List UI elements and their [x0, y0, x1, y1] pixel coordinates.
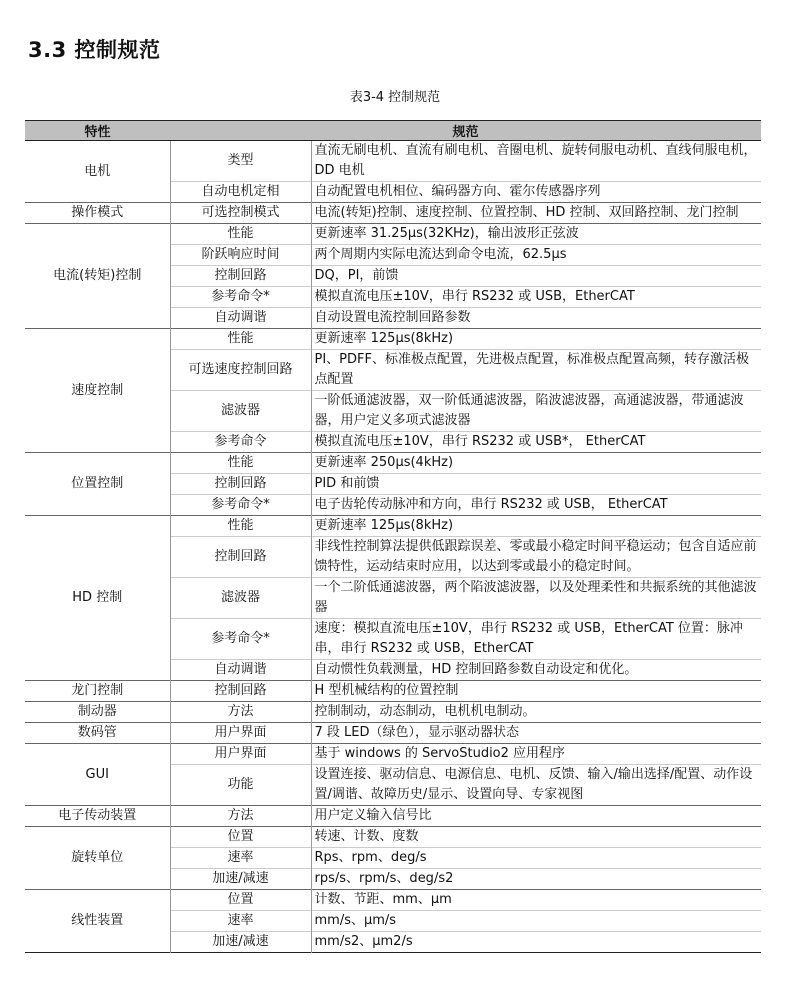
spec-cell: PI、PDFF、标准极点配置，先进极点配置，标准极点配置高频，转存激活极点配置 [311, 350, 761, 391]
feature-cell: 线性装置 [25, 890, 170, 953]
item-cell: 位置 [170, 827, 311, 848]
item-cell: 用户界面 [170, 723, 311, 744]
table-row [25, 681, 761, 702]
table-row [25, 141, 761, 182]
item-cell: 性能 [170, 329, 311, 350]
spec-cell: 更新速率 125μs(8kHz) [311, 329, 761, 350]
item-cell: 阶跃响应时间 [170, 245, 311, 266]
item-cell: 参考命令* [170, 495, 311, 516]
item-cell: 用户界面 [170, 744, 311, 765]
spec-cell: 一阶低通滤波器，双一阶低通滤波器，陷波滤波器，高通滤波器，带通滤波器，用户定义多项式滤波器 [311, 391, 761, 432]
spec-cell: 更新速率 250μs(4kHz) [311, 453, 761, 474]
spec-cell: 转速、计数、度数 [311, 827, 761, 848]
item-cell: 功能 [170, 765, 311, 806]
spec-cell: mm/s2、μm2/s [311, 932, 761, 953]
spec-cell: 非线性控制算法提供低跟踪误差、零或最小稳定时间平稳运动；包含自适应前馈特性，运动结束时应用，以达到零或最小的稳定时间。 [311, 537, 761, 578]
spec-cell: 两个周期内实际电流达到命令电流，62.5μs [311, 245, 761, 266]
spec-cell: 控制制动，动态制动，电机机电制动。 [311, 702, 761, 723]
item-cell: 性能 [170, 453, 311, 474]
table-header-row [25, 121, 761, 141]
table-row [25, 203, 761, 224]
spec-cell: 计数、节距、mm、μm [311, 890, 761, 911]
item-cell: 可选速度控制回路 [170, 350, 311, 391]
item-cell: 方法 [170, 806, 311, 827]
table-row [25, 806, 761, 827]
header-spec: 规范 [170, 121, 761, 141]
spec-cell: 7 段 LED（绿色），显示驱动器状态 [311, 723, 761, 744]
item-cell: 控制回路 [170, 474, 311, 495]
table-row [25, 329, 761, 350]
spec-cell: DQ，PI，前馈 [311, 266, 761, 287]
table-row [25, 890, 761, 911]
feature-cell: 电机 [25, 141, 170, 203]
feature-cell: 操作模式 [25, 203, 170, 224]
item-cell: 控制回路 [170, 537, 311, 578]
spec-cell: 更新速率 125μs(8kHz) [311, 516, 761, 537]
item-cell: 滤波器 [170, 391, 311, 432]
spec-cell: 设置连接、驱动信息、电源信息、电机、反馈、输入/输出选择/配置、动作设置/调谐、故障历史/显示、设置向导、专家视图 [311, 765, 761, 806]
feature-cell: 龙门控制 [25, 681, 170, 702]
spec-cell: Rps、rpm、deg/s [311, 848, 761, 869]
spec-cell: 自动配置电机相位、编码器方向、霍尔传感器序列 [311, 182, 761, 203]
table-row [25, 453, 761, 474]
feature-cell: 电子传动装置 [25, 806, 170, 827]
table-row [25, 702, 761, 723]
item-cell: 参考命令 [170, 432, 311, 453]
spec-cell: 电流(转矩)控制、速度控制、位置控制、HD 控制、双回路控制、龙门控制 [311, 203, 761, 224]
spec-cell: 速度：模拟直流电压±10V，串行 RS232 或 USB，EtherCAT 位置：脉冲串，串行 RS232 或 USB，EtherCAT [311, 619, 761, 660]
section-heading: 3.3 控制规范 [28, 38, 161, 62]
item-cell: 速率 [170, 848, 311, 869]
header-feature: 特性 [25, 121, 170, 141]
spec-cell: 基于 windows 的 ServoStudio2 应用程序 [311, 744, 761, 765]
spec-cell: 模拟直流电压±10V，串行 RS232 或 USB，EtherCAT [311, 287, 761, 308]
item-cell: 自动调谐 [170, 660, 311, 681]
spec-cell: 电子齿轮传动脉冲和方向，串行 RS232 或 USB， EtherCAT [311, 495, 761, 516]
table-row [25, 827, 761, 848]
item-cell: 速率 [170, 911, 311, 932]
spec-cell: PID 和前馈 [311, 474, 761, 495]
item-cell: 参考命令* [170, 287, 311, 308]
item-cell: 可选控制模式 [170, 203, 311, 224]
spec-cell: rps/s、rpm/s、deg/s2 [311, 869, 761, 890]
spec-cell: 一个二阶低通滤波器，两个陷波滤波器，以及处理柔性和共振系统的其他滤波器 [311, 578, 761, 619]
table-caption: 表3-4 控制规范 [349, 90, 441, 105]
item-cell: 性能 [170, 516, 311, 537]
spec-cell: 用户定义输入信号比 [311, 806, 761, 827]
spec-cell: mm/s、μm/s [311, 911, 761, 932]
feature-cell: 数码管 [25, 723, 170, 744]
table-row [25, 744, 761, 765]
item-cell: 位置 [170, 890, 311, 911]
feature-cell: 电流(转矩)控制 [25, 224, 170, 329]
item-cell: 滤波器 [170, 578, 311, 619]
item-cell: 方法 [170, 702, 311, 723]
item-cell: 加速/减速 [170, 869, 311, 890]
table-row [25, 224, 761, 245]
table-row [25, 516, 761, 537]
control-spec-table [25, 120, 761, 953]
spec-cell: 模拟直流电压±10V，串行 RS232 或 USB*， EtherCAT [311, 432, 761, 453]
item-cell: 参考命令* [170, 619, 311, 660]
spec-cell: H 型机械结构的位置控制 [311, 681, 761, 702]
feature-cell: 速度控制 [25, 329, 170, 453]
feature-cell: HD 控制 [25, 516, 170, 681]
spec-cell: 自动惯性负载测量，HD 控制回路参数自动设定和优化。 [311, 660, 761, 681]
table-row [25, 723, 761, 744]
feature-cell: 旋转单位 [25, 827, 170, 890]
spec-cell: 自动设置电流控制回路参数 [311, 308, 761, 329]
item-cell: 类型 [170, 141, 311, 182]
item-cell: 控制回路 [170, 681, 311, 702]
item-cell: 控制回路 [170, 266, 311, 287]
item-cell: 自动电机定相 [170, 182, 311, 203]
feature-cell: GUI [25, 744, 170, 806]
item-cell: 性能 [170, 224, 311, 245]
spec-cell: 更新速率 31.25μs(32KHz)，输出波形正弦波 [311, 224, 761, 245]
item-cell: 自动调谐 [170, 308, 311, 329]
feature-cell: 位置控制 [25, 453, 170, 516]
item-cell: 加速/减速 [170, 932, 311, 953]
feature-cell: 制动器 [25, 702, 170, 723]
spec-cell: 直流无刷电机、直流有刷电机、音圈电机、旋转伺服电动机、直线伺服电机，DD 电机 [314, 143, 757, 178]
